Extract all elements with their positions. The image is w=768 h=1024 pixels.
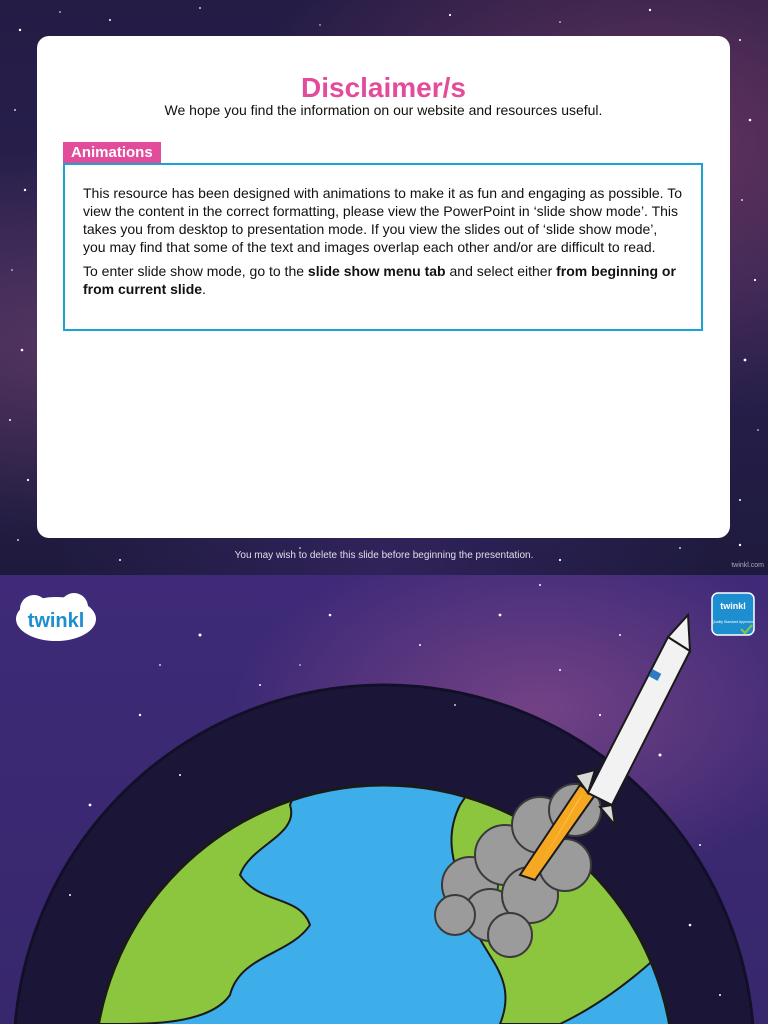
subtitle: We hope you find the information on our website and resources useful. bbox=[164, 102, 603, 118]
badge-title: twinkl bbox=[720, 601, 746, 611]
disclaimer-card bbox=[37, 36, 730, 538]
site-url: twinkl.com bbox=[731, 562, 764, 569]
instructions-text: . bbox=[202, 281, 206, 297]
instructions-text: and select either bbox=[445, 263, 557, 279]
space-illustration bbox=[0, 575, 768, 1024]
instructions-text: To enter slide show mode, go to the bbox=[83, 263, 308, 279]
twinkl-logo bbox=[16, 593, 96, 641]
title-slide bbox=[0, 575, 768, 1024]
instructions-bold-menu: slide show menu tab bbox=[307, 263, 446, 279]
footer-note: You may wish to delete this slide before beginning the presentation. bbox=[234, 550, 534, 561]
paragraph-instructions bbox=[83, 262, 683, 298]
section-tab-animations: Animations bbox=[63, 142, 161, 164]
paragraph-animations: This resource has been designed with animations to make it as fun and engaging as possible. To view the content in the correct formatting, please view the PowerPoint in ‘slide show mode’. This takes you from desktop to presentation mode. If you view the slides out of ‘slide show mode’, you may find that some of the text and images overlap each other and/or are difficult to read. bbox=[83, 185, 682, 255]
animations-info-box bbox=[63, 163, 703, 331]
instructions-bold-option: from beginning or from current slide bbox=[83, 263, 676, 297]
badge-subtitle: Quality Standard Approved bbox=[712, 620, 754, 624]
logo-text: twinkl bbox=[27, 610, 85, 632]
page-title: Disclaimer/s bbox=[301, 72, 466, 103]
quality-standard-badge bbox=[712, 593, 754, 635]
